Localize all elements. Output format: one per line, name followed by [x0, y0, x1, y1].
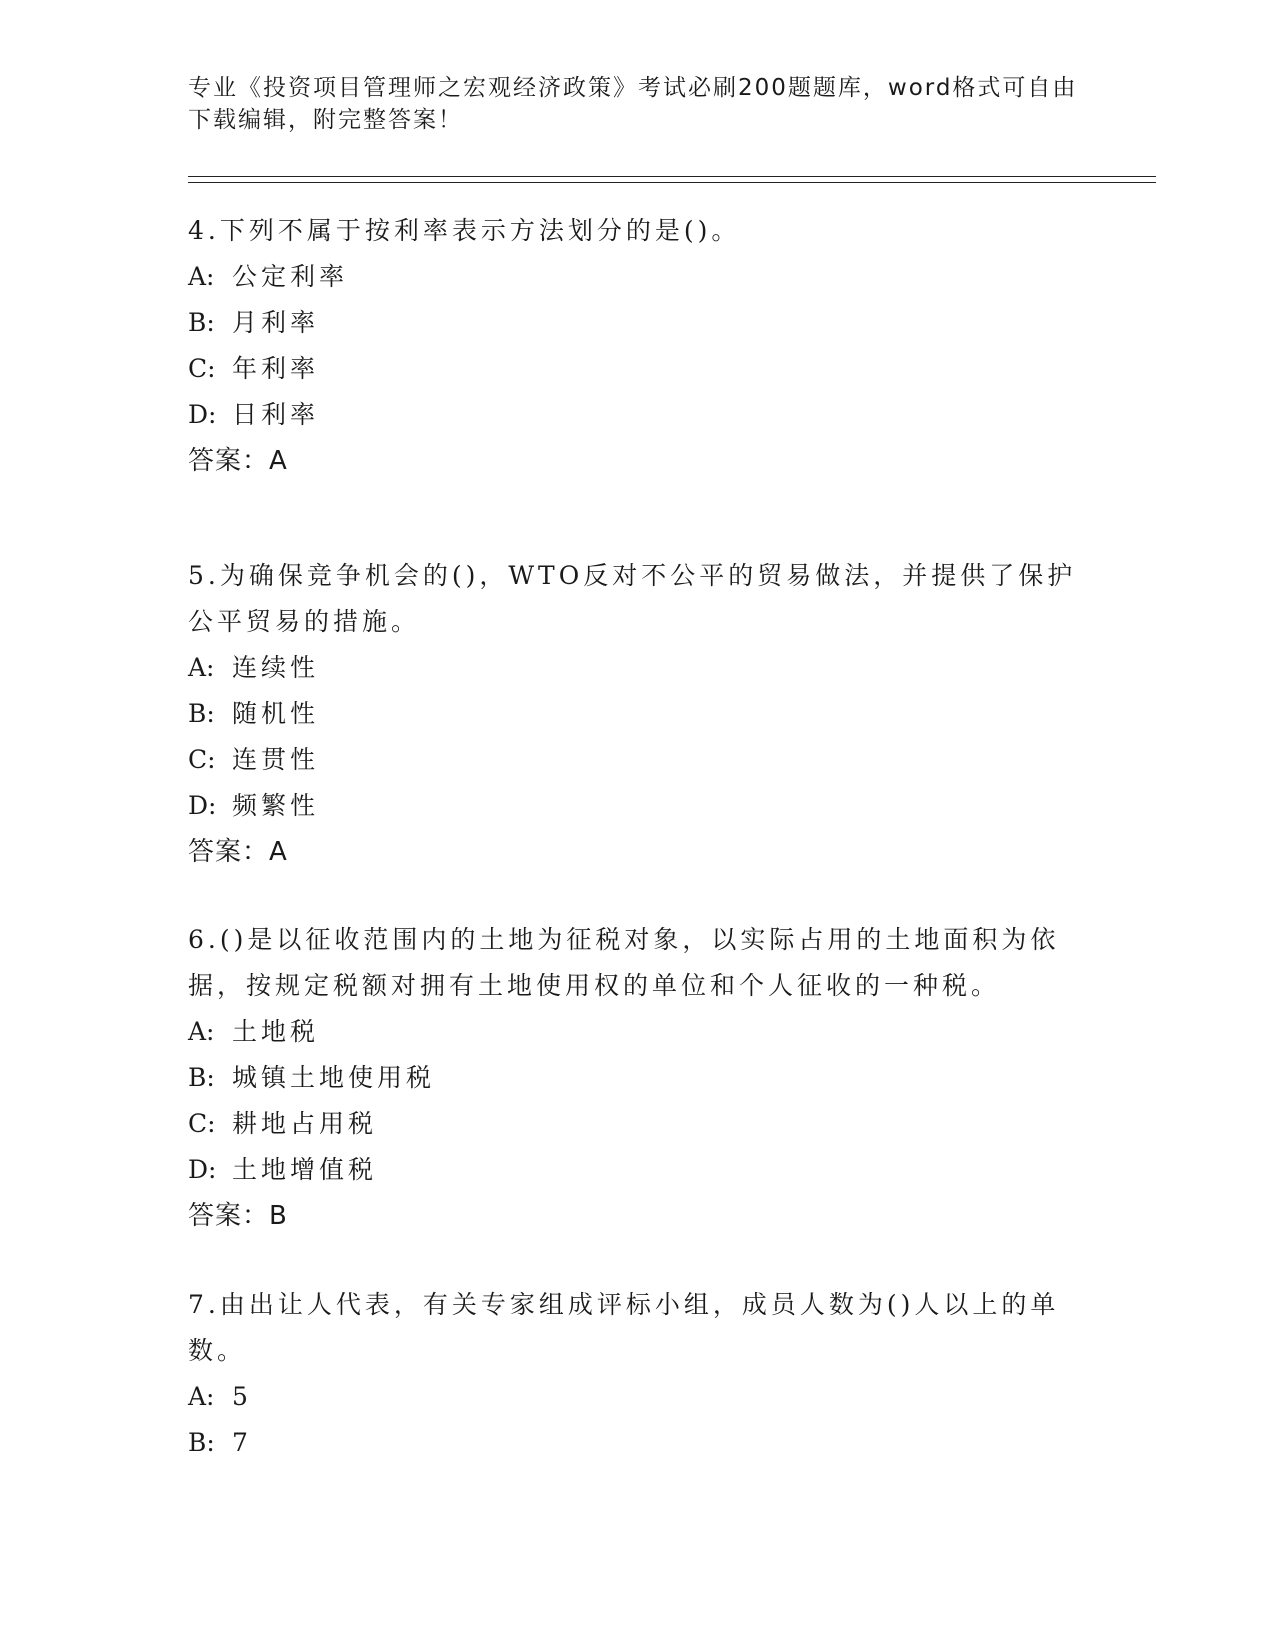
- option-letter: A:: [188, 653, 215, 682]
- option-text: 随机性: [232, 699, 320, 728]
- option-letter: B:: [188, 1063, 215, 1092]
- answer-line: 答案：A: [188, 837, 288, 867]
- option-text: 连续性: [232, 653, 320, 682]
- question-7: [188, 1282, 1088, 1466]
- document-header: 专业《投资项目管理师之宏观经济政策》考试必刷200题题库，word格式可自由下载编辑，附完整答案！: [188, 75, 1078, 133]
- option-a: [188, 1374, 1088, 1420]
- option-text: 城镇土地使用税: [232, 1063, 436, 1092]
- option-letter: D:: [188, 1155, 217, 1184]
- option-text: 耕地占用税: [232, 1109, 378, 1138]
- option-letter: B:: [188, 308, 215, 337]
- option-text: 频繁性: [232, 791, 320, 820]
- option-text: 公定利率: [232, 262, 349, 291]
- option-letter: D:: [188, 791, 217, 820]
- option-text: 日利率: [232, 400, 320, 429]
- question-6: [188, 917, 1088, 1239]
- option-a: [188, 645, 1088, 691]
- option-a: [188, 1009, 1088, 1055]
- option-letter: A:: [188, 262, 215, 291]
- header-divider-bottom: [188, 182, 1156, 183]
- option-text: 月利率: [232, 308, 320, 337]
- option-text: 年利率: [232, 354, 320, 383]
- answer-line: 答案：B: [188, 1201, 288, 1231]
- option-text: 连贯性: [232, 745, 320, 774]
- option-text: 土地增值税: [232, 1155, 378, 1184]
- option-c: [188, 346, 1088, 392]
- option-letter: C:: [188, 745, 216, 774]
- question-text: 4.下列不属于按利率表示方法划分的是()。: [188, 216, 741, 245]
- option-letter: D:: [188, 400, 217, 429]
- header-divider-top: [188, 176, 1156, 177]
- option-b: [188, 1420, 1088, 1466]
- question-4: [188, 208, 1088, 484]
- question-text: 7.由出让人代表，有关专家组成评标小组，成员人数为()人以上的单数。: [188, 1290, 1060, 1365]
- option-d: [188, 1147, 1088, 1193]
- option-c: [188, 1101, 1088, 1147]
- option-letter: B:: [188, 699, 215, 728]
- answer-line: 答案：A: [188, 446, 288, 476]
- question-text: 6.()是以征收范围内的土地为征税对象，以实际占用的土地面积为依据，按规定税额对拥有土地使用权的单位和个人征收的一种税。: [188, 925, 1060, 1000]
- option-c: [188, 737, 1088, 783]
- question-5: [188, 553, 1088, 875]
- option-text: 5: [232, 1382, 252, 1411]
- option-b: [188, 691, 1088, 737]
- option-b: [188, 300, 1088, 346]
- option-d: [188, 392, 1088, 438]
- option-letter: A:: [188, 1382, 215, 1411]
- option-letter: C:: [188, 1109, 216, 1138]
- option-a: [188, 254, 1088, 300]
- option-d: [188, 783, 1088, 829]
- option-b: [188, 1055, 1088, 1101]
- option-letter: A:: [188, 1017, 215, 1046]
- question-text: 5.为确保竞争机会的()，WTO反对不公平的贸易做法，并提供了保护公平贸易的措施。: [188, 561, 1077, 636]
- option-letter: C:: [188, 354, 216, 383]
- option-text: 7: [232, 1428, 252, 1457]
- option-letter: B:: [188, 1428, 215, 1457]
- option-text: 土地税: [232, 1017, 320, 1046]
